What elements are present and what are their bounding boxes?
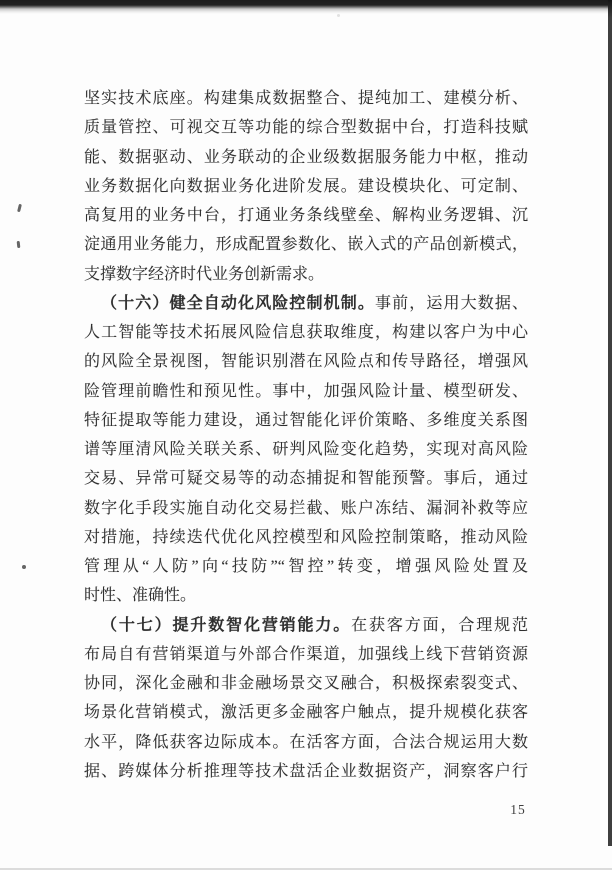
body-text: 场景化营销模式，激活更多金融客户触点，提升规模化获客 — [84, 704, 528, 722]
scan-artifact — [337, 14, 340, 17]
body-text: 高复用的业务中台，打通业务条线壁垒、解构业务逻辑、沉 — [84, 207, 528, 224]
body-text: 人工智能等技术拓展风险信息获取维度，构建以客户为中心 — [84, 324, 528, 341]
text-line — [84, 84, 528, 113]
text-line — [84, 494, 528, 523]
text-line — [84, 347, 528, 376]
text-line — [84, 698, 528, 727]
text-line — [84, 523, 528, 552]
page-number: 15 — [510, 802, 526, 817]
body-text: 淀通用业务能力，形成配置参数化、嵌入式的产品创新模式， — [84, 236, 528, 254]
text-line — [84, 289, 528, 318]
body-text: 的风险全景视图，智能识别潜在风险点和传导路径，增强风 — [84, 353, 528, 371]
text-line — [84, 143, 528, 172]
text-line — [84, 757, 528, 786]
text-line — [84, 318, 528, 347]
body-text: 业务数据化向数据业务化进阶发展。建设模块化、可定制、 — [84, 177, 528, 195]
text-line — [84, 260, 528, 289]
text-line — [84, 172, 528, 201]
text-line — [84, 377, 528, 406]
text-line — [84, 406, 528, 435]
scan-artifact — [17, 204, 22, 212]
text-line — [84, 113, 528, 142]
body-text: 协同，深化金融和非金融场景交叉融合，积极探索裂变式、 — [84, 675, 528, 692]
section-heading-text: （十七）提升数智化营销能力。 — [101, 616, 352, 634]
body-text: 特征提取等能力建设，通过智能化评价策略、多维度关系图 — [84, 411, 528, 429]
section-heading-text: （十六）健全自动化风险控制机制。 — [101, 294, 375, 312]
text-line — [84, 201, 528, 230]
body-text: 事前，运用大数据、 — [374, 294, 528, 312]
scan-edge-top — [0, 0, 612, 14]
body-text: 在获客方面，合理规范 — [351, 616, 528, 634]
text-line — [84, 230, 528, 259]
body-text: 布局自有营销渠道与外部合作渠道，加强线上线下营销资源 — [84, 645, 528, 663]
text-block — [84, 84, 528, 786]
body-text: 能、数据驱动、业务联动的企业级数据服务能力中枢，推动 — [84, 148, 528, 166]
body-text: 对措施，持续迭代优化风控模型和风险控制策略，推动风险 — [84, 528, 528, 546]
scan-edge-right — [608, 0, 612, 846]
body-text: 据、跨媒体分析推理等技术盘活企业数据资产，洞察客户行 — [84, 762, 528, 780]
text-line — [84, 552, 528, 581]
scan-artifact — [22, 565, 26, 569]
body-text: 管理从“人防”向“技防”“智控”转变，增强风险处置及 — [84, 558, 528, 575]
body-text: 支撑数字经济时代业务创新需求。 — [84, 265, 325, 283]
body-text: 水平，降低获客边际成本。在活客方面，合法合规运用大数 — [84, 733, 528, 751]
body-text: 时性、准确性。 — [84, 587, 197, 605]
text-line — [84, 611, 528, 640]
body-text: 险管理前瞻性和预见性。事中，加强风险计量、模型研发、 — [84, 382, 528, 400]
text-line — [84, 728, 528, 757]
body-text: 数字化手段实施自动化交易拦截、账户冻结、漏洞补救等应 — [84, 499, 528, 517]
text-line — [84, 640, 528, 669]
scan-artifact — [17, 241, 21, 248]
text-line — [84, 581, 528, 610]
text-line — [84, 669, 528, 698]
text-line — [84, 435, 528, 464]
body-text: 谱等厘清风险关联关系、研判风险变化趋势，实现对高风险 — [84, 441, 528, 458]
body-text: 交易、异常可疑交易等的动态捕捉和智能预警。事后，通过 — [84, 470, 528, 488]
body-text: 坚实技术底座。构建集成数据整合、提纯加工、建模分析、 — [84, 90, 528, 107]
body-text: 质量管控、可视交互等功能的综合型数据中台，打造科技赋 — [84, 119, 528, 137]
text-line — [84, 464, 528, 493]
